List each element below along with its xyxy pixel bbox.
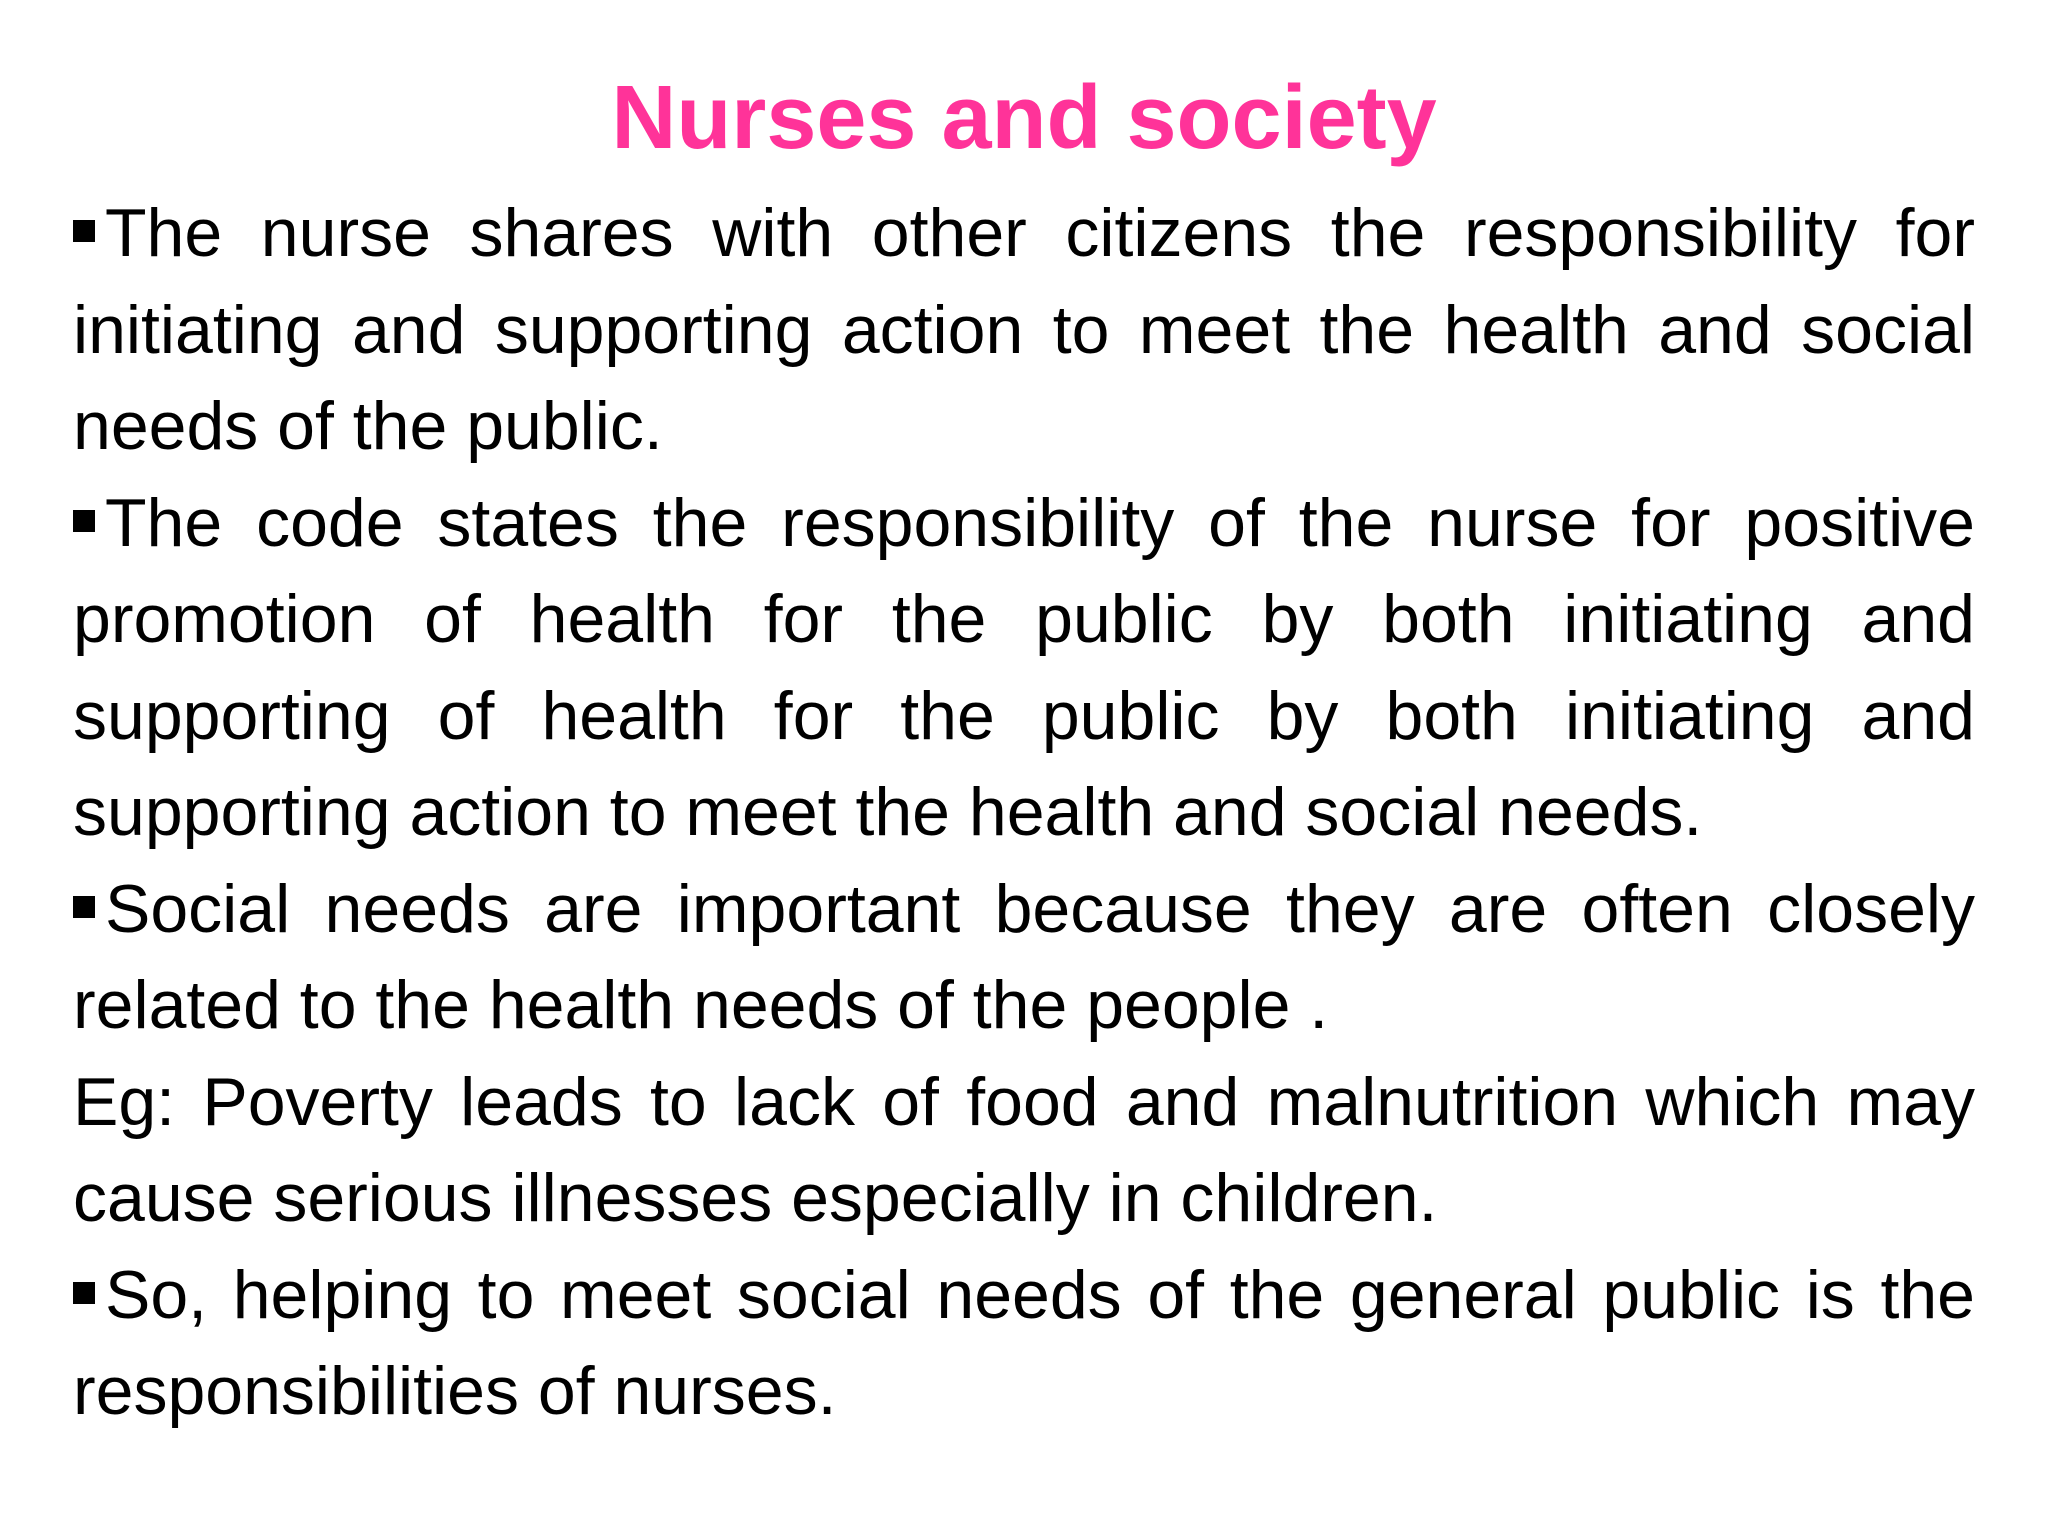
bullet-paragraph bbox=[73, 185, 1975, 475]
square-bullet-icon bbox=[73, 220, 95, 242]
bullet-paragraph bbox=[73, 1247, 1975, 1440]
paragraph-text: So, helping to meet social needs of the general public is the responsibilities of nurses. bbox=[73, 1256, 1975, 1429]
square-bullet-icon bbox=[73, 896, 95, 918]
example-paragraph bbox=[73, 1054, 1975, 1247]
bullet-paragraph bbox=[73, 861, 1975, 1054]
square-bullet-icon bbox=[73, 510, 95, 532]
paragraph-text: Social needs are important because they are often closely related to the health needs of the people . bbox=[73, 870, 1975, 1043]
slide-title: Nurses and society bbox=[611, 68, 1437, 168]
bullet-paragraph bbox=[73, 475, 1975, 861]
paragraph-text: Eg: Poverty leads to lack of food and malnutrition which may cause serious illnesses especially in children. bbox=[73, 1063, 1975, 1236]
square-bullet-icon bbox=[73, 1282, 95, 1304]
paragraph-text: The code states the responsibility of the nurse for positive promotion of health for the public by both initiating and supporting of health for the public by both initiating and supporting action to meet the health and social needs. bbox=[73, 484, 1975, 850]
paragraph-text: The nurse shares with other citizens the responsibility for initiating and supporting action to meet the health and social needs of the public. bbox=[73, 195, 1975, 464]
slide-body bbox=[73, 185, 1975, 1440]
